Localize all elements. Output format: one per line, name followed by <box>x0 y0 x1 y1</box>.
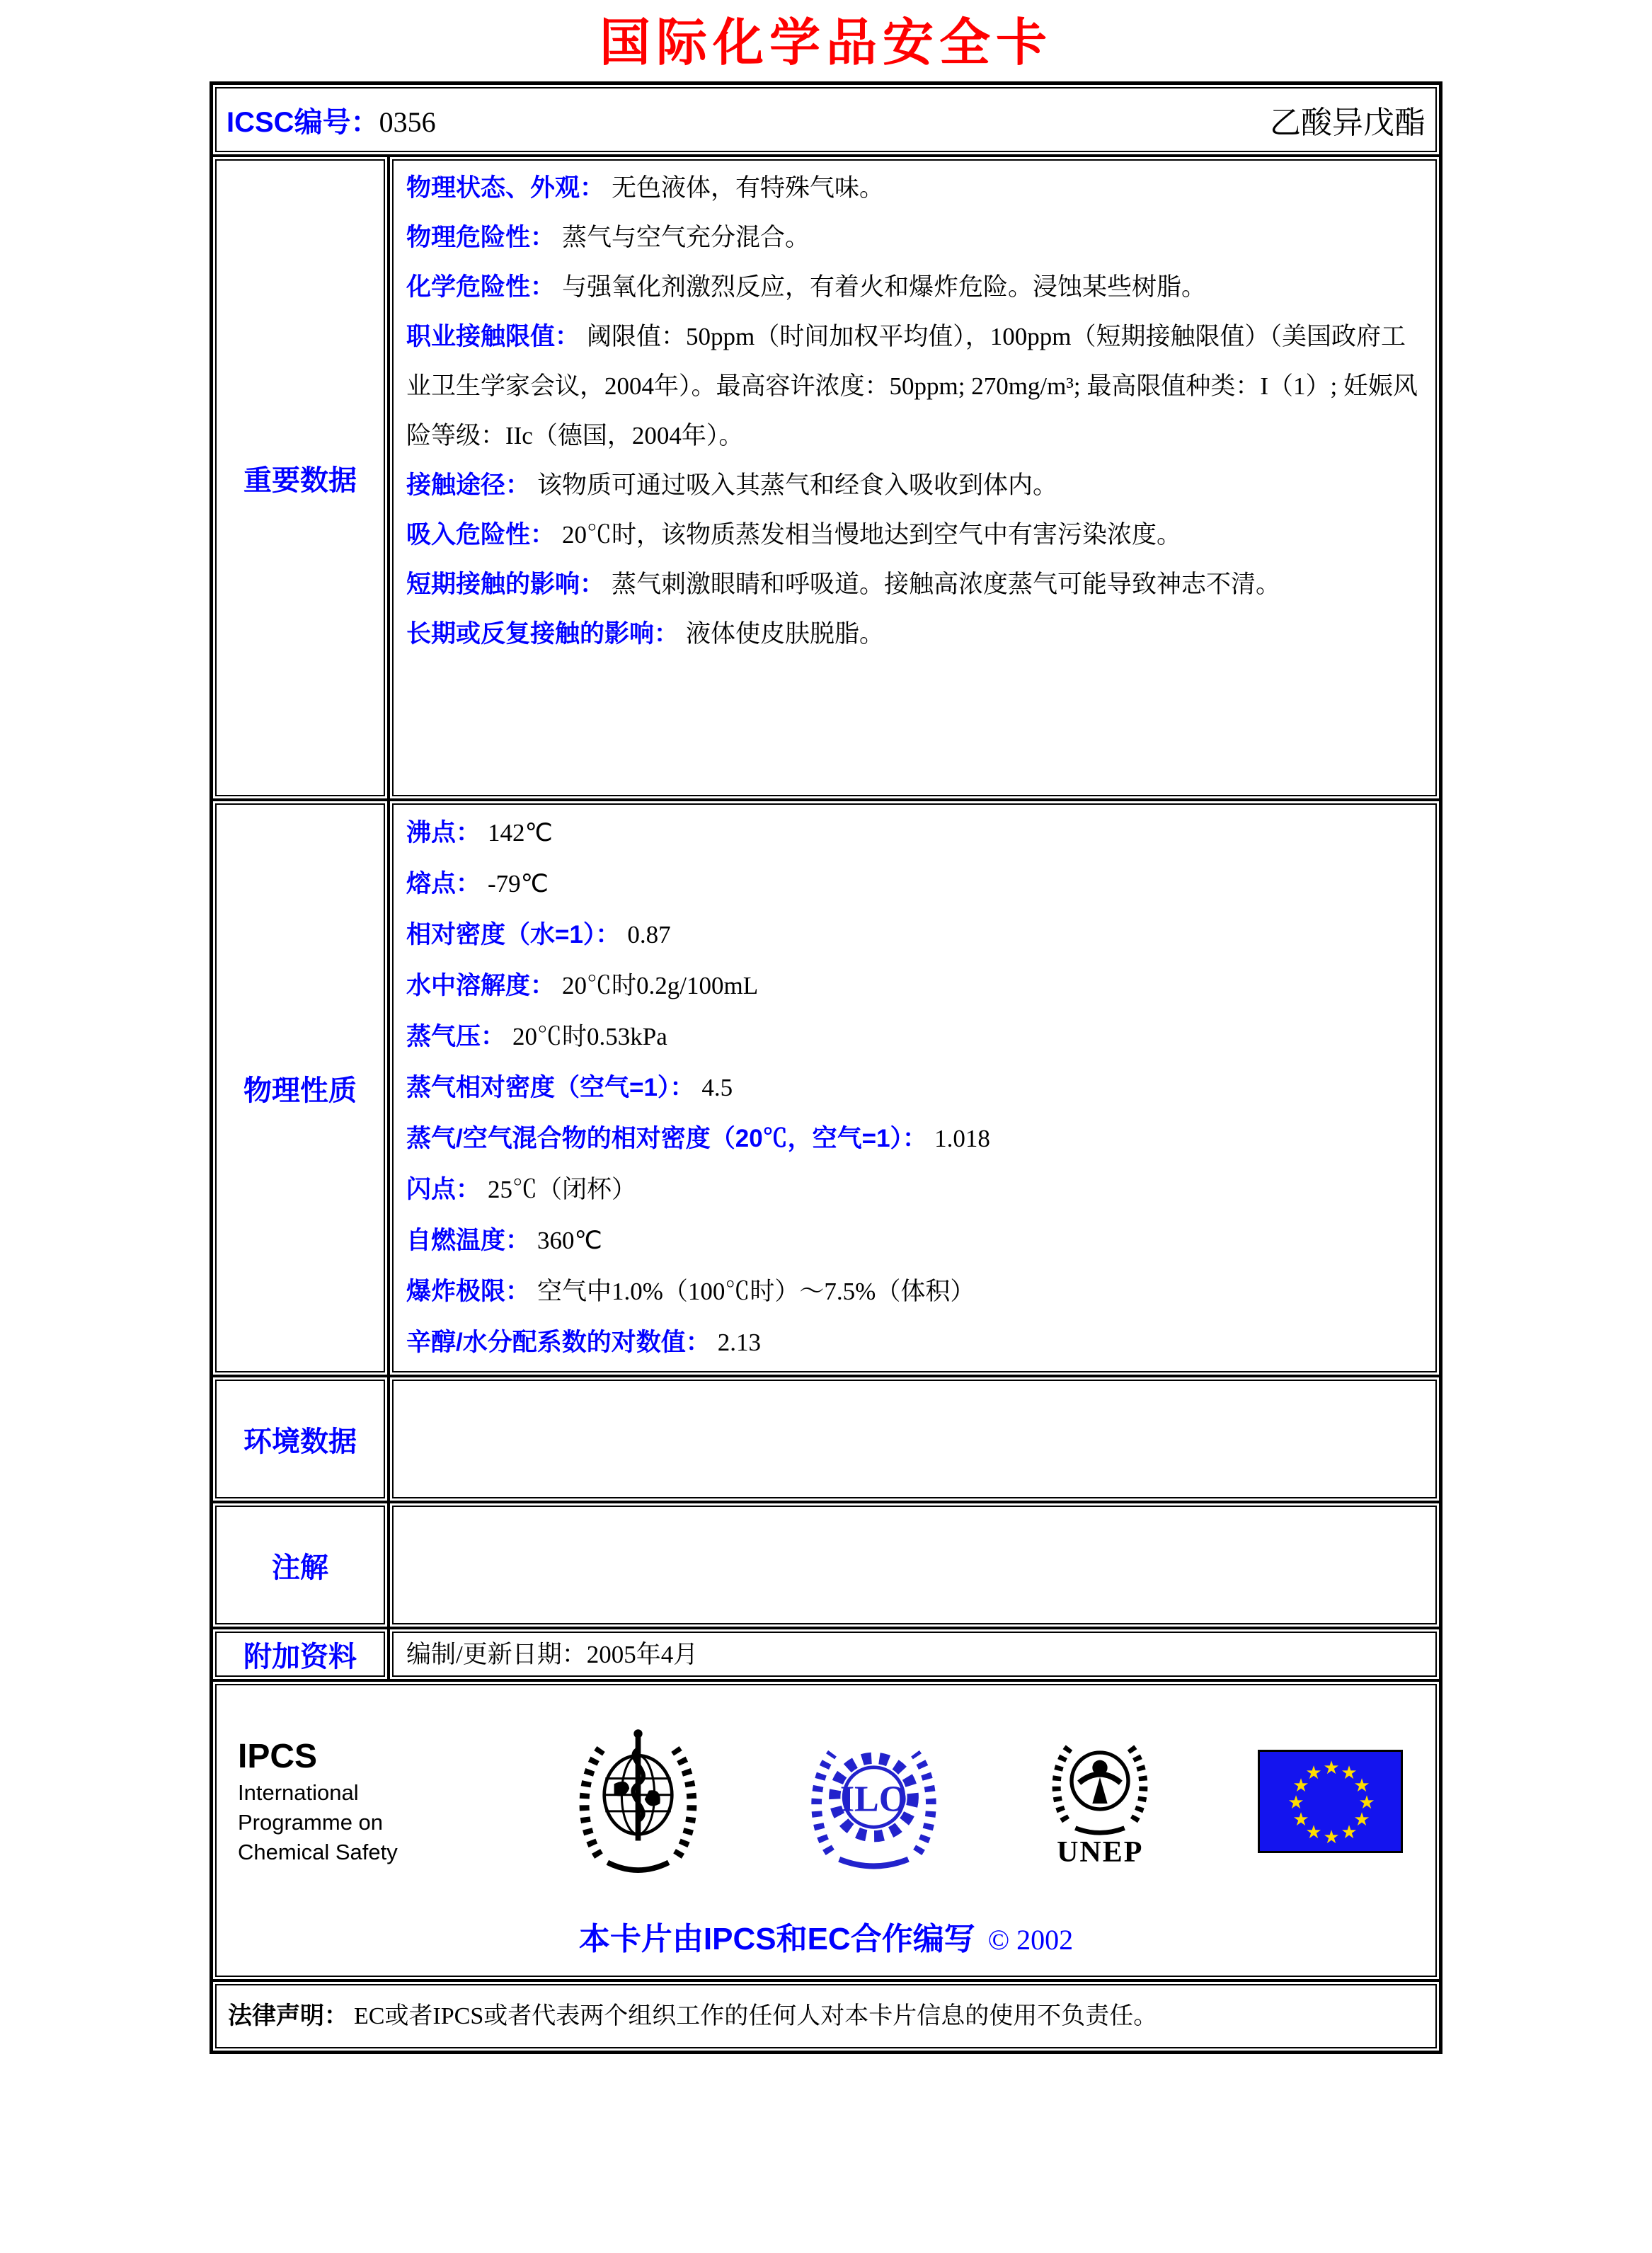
field-line <box>406 164 1423 213</box>
eu-flag-star: ★ <box>1292 1775 1309 1796</box>
field-line <box>406 560 1423 609</box>
field-line <box>406 461 1423 510</box>
environmental-data-content <box>392 1380 1437 1498</box>
page-title: 国际化学品安全卡 <box>599 15 1052 71</box>
field-line <box>406 312 1423 461</box>
field-value: 360℃ <box>537 1227 602 1255</box>
field-value: 20℃时0.53kPa <box>512 1023 667 1051</box>
field-value: 142℃ <box>488 819 553 847</box>
cooperation-caption <box>224 1903 1428 1971</box>
field-line <box>406 808 1423 859</box>
field-line <box>406 1062 1423 1113</box>
field-line <box>406 263 1423 312</box>
field-label: 蒸气/空气混合物的相对密度（20℃，空气=1）： <box>406 1125 928 1153</box>
row-label-physical-properties: 物理性质 <box>215 803 385 1372</box>
eu-flag-star: ★ <box>1353 1809 1370 1830</box>
important-data-content <box>392 159 1437 796</box>
field-value: 蒸气与空气充分混合。 <box>562 224 810 252</box>
ipcs-subtitle-line: Chemical Safety <box>238 1840 398 1865</box>
field-line <box>406 1011 1423 1062</box>
field-line <box>406 859 1423 910</box>
icsc-number-label: ICSC编号： <box>226 106 379 138</box>
field-value: 该物质可通过吸入其蒸气和经食入吸收到体内。 <box>537 471 1058 500</box>
field-label: 沸点： <box>406 819 481 847</box>
field-value: -79℃ <box>488 870 549 898</box>
field-label: 化学危险性： <box>406 273 556 302</box>
field-line <box>406 961 1423 1011</box>
unep-logo-text: UNEP <box>1057 1836 1144 1869</box>
ipcs-text-block <box>238 1736 471 1867</box>
field-line <box>406 910 1423 961</box>
eu-flag-star: ★ <box>1292 1809 1309 1830</box>
field-line <box>406 1317 1423 1368</box>
field-value: 4.5 <box>701 1074 733 1102</box>
eu-flag-star: ★ <box>1305 1762 1322 1784</box>
field-label: 熔点： <box>406 870 481 898</box>
field-label: 蒸气压： <box>406 1023 506 1051</box>
chemical-name: 乙酸异戊酯 <box>1270 105 1426 141</box>
field-label: 自燃温度： <box>406 1227 531 1255</box>
row-label-notes: 注解 <box>215 1506 385 1624</box>
legal-disclaimer-row <box>215 1984 1437 2048</box>
eu-flag-star: ★ <box>1287 1792 1304 1813</box>
field-label: 相对密度（水=1）： <box>406 921 621 949</box>
additional-info-content <box>392 1632 1437 1677</box>
legal-disclaimer-text: EC或者IPCS或者代表两个组织工作的任何人对本卡片信息的使用不负责任。 <box>354 2003 1158 2030</box>
field-line <box>406 1164 1423 1215</box>
unep-logo <box>1043 1733 1157 1869</box>
field-label: 水中溶解度： <box>406 972 556 1000</box>
eu-flag-star: ★ <box>1341 1762 1358 1784</box>
physical-properties-content <box>392 803 1437 1372</box>
field-value: 20℃时0.2g/100mL <box>562 972 759 1000</box>
ilo-logo <box>805 1733 943 1871</box>
row-label-important-data: 重要数据 <box>215 159 385 796</box>
logos-row <box>215 1684 1437 1977</box>
field-value: 阈限值：50ppm（时间加权平均值），100ppm（短期接触限值）（美国政府工业卫生学家会议，2004年）。最高容许浓度：50ppm; 270mg/m³; 最高限值种类：I（1）; 妊娠风险等级：IIc（德国，2004年）。 <box>406 323 1418 450</box>
field-label: 接触途径： <box>406 471 531 500</box>
row-label-additional-info: 附加资料 <box>215 1632 385 1677</box>
field-label: 短期接触的影响： <box>406 571 605 599</box>
update-date: 编制/更新日期：2005年4月 <box>406 1640 699 1668</box>
field-value: 无色液体，有特殊气味。 <box>612 174 885 202</box>
field-label: 吸入危险性： <box>406 521 556 549</box>
field-value: 1.018 <box>934 1125 990 1153</box>
field-value: 液体使皮肤脱脂。 <box>686 620 885 648</box>
field-line <box>406 1113 1423 1164</box>
eu-flag-star: ★ <box>1341 1822 1358 1843</box>
field-line <box>406 1215 1423 1266</box>
field-line <box>406 213 1423 263</box>
legal-disclaimer-label: 法律声明： <box>228 2002 348 2030</box>
eu-flag <box>1258 1750 1403 1853</box>
field-line <box>406 510 1423 560</box>
notes-content <box>392 1506 1437 1624</box>
field-value: 25℃（闭杯） <box>488 1176 637 1204</box>
card-header-row <box>215 87 1437 152</box>
field-line <box>406 609 1423 659</box>
cooperation-caption-text: 本卡片由IPCS和EC合作编写 <box>578 1922 975 1957</box>
eu-flag-star: ★ <box>1323 1758 1340 1779</box>
who-logo <box>573 1727 704 1876</box>
field-label: 职业接触限值： <box>406 323 580 351</box>
ipcs-title: IPCS <box>238 1738 318 1776</box>
who-logo-icon <box>573 1727 704 1876</box>
ilo-logo-text: ILO <box>839 1779 907 1820</box>
eu-flag-star: ★ <box>1323 1827 1340 1848</box>
field-value: 空气中1.0%（100℃时）～7.5%（体积） <box>537 1278 975 1306</box>
field-value: 20℃时，该物质蒸发相当慢地达到空气中有害污染浓度。 <box>562 521 1182 549</box>
ilo-logo-icon <box>805 1733 943 1871</box>
row-label-environmental-data: 环境数据 <box>215 1380 385 1498</box>
field-label: 蒸气相对密度（空气=1）： <box>406 1074 695 1102</box>
ipcs-subtitle-line: Programme on <box>238 1810 384 1835</box>
ipcs-subtitle-line: International <box>238 1780 359 1806</box>
field-value: 蒸气刺激眼睛和呼吸道。接触高浓度蒸气可能导致神志不清。 <box>612 571 1281 599</box>
unep-logo-icon <box>1043 1733 1157 1840</box>
field-label: 辛醇/水分配系数的对数值： <box>406 1329 711 1357</box>
icsc-number-value: 0356 <box>379 105 436 138</box>
eu-flag-star: ★ <box>1358 1792 1375 1813</box>
field-line <box>406 1266 1423 1317</box>
field-value: 与强氧化剂激烈反应，有着火和爆炸危险。浸蚀某些树脂。 <box>562 273 1207 302</box>
copyright-text: © 2002 <box>987 1924 1074 1956</box>
field-label: 爆炸极限： <box>406 1278 531 1306</box>
field-label: 长期或反复接触的影响： <box>406 620 679 648</box>
field-value: 0.87 <box>627 921 671 949</box>
field-value: 2.13 <box>717 1329 761 1357</box>
icsc-number-group <box>226 100 436 140</box>
icsc-card-table <box>210 81 1442 2054</box>
field-label: 物理状态、外观： <box>406 174 605 202</box>
field-label: 物理危险性： <box>406 224 556 252</box>
eu-flag-star: ★ <box>1305 1822 1322 1843</box>
eu-flag-star: ★ <box>1353 1775 1370 1796</box>
field-label: 闪点： <box>406 1176 481 1204</box>
